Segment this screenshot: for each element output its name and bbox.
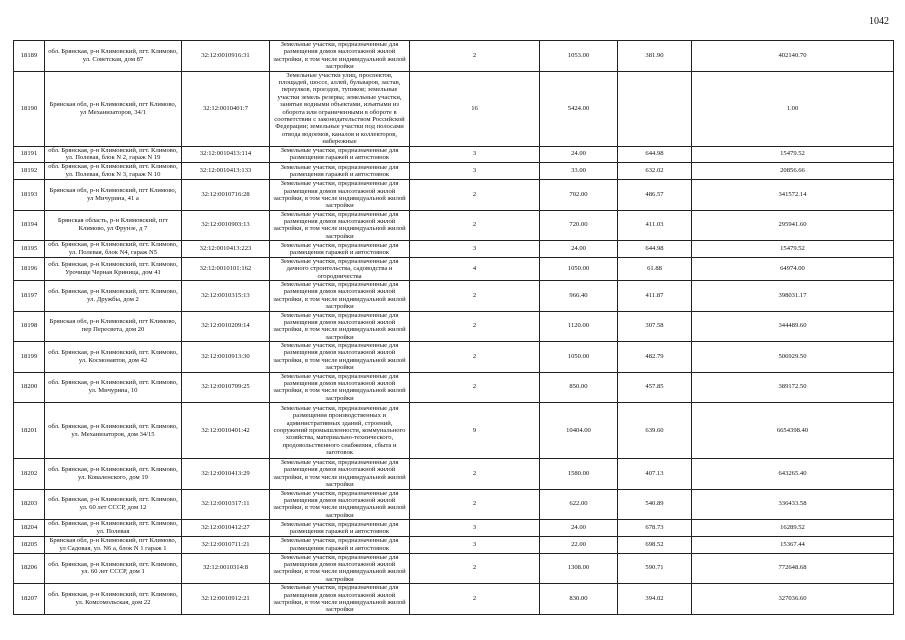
- cadastral-value-cell: 327036.60: [692, 584, 894, 615]
- row-id-cell: 18191: [14, 146, 45, 163]
- unit-value-cell: 698.52: [618, 536, 692, 553]
- unit-value-cell: 411.87: [618, 281, 692, 312]
- land-use-description-cell: Земельные участки, предназначенные для размещения домов малоэтажной жилой застройки, в том числе индивидуальной жилой застройки: [270, 459, 410, 490]
- area-cell: 1120.00: [540, 311, 618, 342]
- category-code-cell: 2: [410, 41, 540, 72]
- row-id-cell: 18207: [14, 584, 45, 615]
- cadastral-number-cell: 32:12:0010913:30: [182, 342, 270, 373]
- cadastral-number-cell: 32:12:0010912:21: [182, 584, 270, 615]
- area-cell: 720.00: [540, 210, 618, 241]
- cadastral-number-cell: 32:12:0010711:21: [182, 536, 270, 553]
- row-id-cell: 18202: [14, 459, 45, 490]
- category-code-cell: 16: [410, 71, 540, 146]
- cadastral-value-cell: 643265.40: [692, 459, 894, 490]
- row-id-cell: 18205: [14, 536, 45, 553]
- cadastral-value-cell: 402140.70: [692, 41, 894, 72]
- land-use-description-cell: Земельные участки, предназначенные для размещения домов малоэтажной жилой застройки, в том числе индивидуальной жилой застройки: [270, 342, 410, 373]
- address-cell: обл. Брянская, р-н Климовский, пгт. Климово, ул. Полевая, блок N 2, гараж N 19: [45, 146, 182, 163]
- cadastral-number-cell: 32:12:0010716:28: [182, 180, 270, 211]
- unit-value-cell: 590.71: [618, 553, 692, 584]
- land-use-description-cell: Земельные участки, предназначенные для размещения домов малоэтажной жилой застройки, в том числе индивидуальной жилой застройки: [270, 41, 410, 72]
- cadastral-value-cell: 772648.68: [692, 553, 894, 584]
- land-use-description-cell: Земельные участки, предназначенные для размещения домов малоэтажной жилой застройки, в том числе индивидуальной жилой застройки: [270, 180, 410, 211]
- unit-value-cell: 632.02: [618, 163, 692, 180]
- cadastral-value-cell: 341572.14: [692, 180, 894, 211]
- cadastral-number-cell: 32:12:0010413:133: [182, 163, 270, 180]
- land-use-description-cell: Земельные участки, предназначенные для размещения домов малоэтажной жилой застройки, в том числе индивидуальной жилой застройки: [270, 553, 410, 584]
- cadastral-value-cell: 344489.60: [692, 311, 894, 342]
- page-number: 1042: [869, 16, 889, 27]
- address-cell: обл. Брянская, р-н Климовский, пгт. Климово, ул. Полевая: [45, 520, 182, 537]
- land-use-description-cell: Земельные участки, предназначенные для дачного строительства, садоводства и огородничества: [270, 257, 410, 280]
- unit-value-cell: 381.90: [618, 41, 692, 72]
- address-cell: обл. Брянская, р-н Климовский, пгт. Климово, Урочище Черная Криница, дом 41: [45, 257, 182, 280]
- row-id-cell: 18190: [14, 71, 45, 146]
- row-id-cell: 18206: [14, 553, 45, 584]
- cadastral-number-cell: 32:12:0010315:13: [182, 281, 270, 312]
- cadastral-number-cell: 32:12:0010101:162: [182, 257, 270, 280]
- category-code-cell: 9: [410, 403, 540, 459]
- unit-value-cell: 307.58: [618, 311, 692, 342]
- category-code-cell: 2: [410, 311, 540, 342]
- land-use-description-cell: Земельные участки, предназначенные для размещения производственных и административных зданий, строений, сооружений промышленности, коммунального хозяйства, материально-технического, продовольственного снабжения, сбыта и заготовок: [270, 403, 410, 459]
- table-body: [14, 41, 894, 615]
- cadastral-number-cell: 32:12:0010314:8: [182, 553, 270, 584]
- address-cell: обл. Брянская, р-н Климовский, пгт. Климово, ул. Механизаторов, дом 34/15: [45, 403, 182, 459]
- cadastral-value-cell: 1.00: [692, 71, 894, 146]
- row-id-cell: 18196: [14, 257, 45, 280]
- row-id-cell: 18200: [14, 372, 45, 403]
- table-row: [14, 210, 894, 241]
- row-id-cell: 18192: [14, 163, 45, 180]
- cadastral-value-cell: 389172.50: [692, 372, 894, 403]
- table-row: [14, 584, 894, 615]
- address-cell: обл. Брянская, р-н Климовский, пгт. Климово, ул. Полевая, блок N4, гараж N5: [45, 241, 182, 258]
- row-id-cell: 18193: [14, 180, 45, 211]
- cadastral-number-cell: 32:12:0010209:14: [182, 311, 270, 342]
- unit-value-cell: [618, 71, 692, 146]
- land-use-description-cell: Земельные участки, предназначенные для размещения гаражей и автостоянок: [270, 163, 410, 180]
- land-use-description-cell: Земельные участки, предназначенные для размещения гаражей и автостоянок: [270, 520, 410, 537]
- address-cell: обл. Брянская, р-н Климовский, пгт. Климово, ул. Коваленского, дом 19: [45, 459, 182, 490]
- land-use-description-cell: Земельные участки, предназначенные для размещения домов малоэтажной жилой застройки, в том числе индивидуальной жилой застройки: [270, 489, 410, 520]
- category-code-cell: 3: [410, 520, 540, 537]
- table-row: [14, 342, 894, 373]
- area-cell: 24.00: [540, 146, 618, 163]
- land-use-description-cell: Земельные участки, предназначенные для размещения гаражей и автостоянок: [270, 146, 410, 163]
- table-row: [14, 146, 894, 163]
- unit-value-cell: 540.89: [618, 489, 692, 520]
- row-id-cell: 18197: [14, 281, 45, 312]
- area-cell: 5424.00: [540, 71, 618, 146]
- cadastral-number-cell: 32:12:0010401:42: [182, 403, 270, 459]
- land-use-description-cell: Земельные участки, предназначенные для размещения гаражей и автостоянок: [270, 241, 410, 258]
- unit-value-cell: 407.13: [618, 459, 692, 490]
- table-row: [14, 281, 894, 312]
- table-row: [14, 553, 894, 584]
- cadastral-value-cell: 20856.66: [692, 163, 894, 180]
- cadastral-value-cell: 15367.44: [692, 536, 894, 553]
- row-id-cell: 18199: [14, 342, 45, 373]
- cadastral-number-cell: 32:12:0010317:11: [182, 489, 270, 520]
- table-row: [14, 403, 894, 459]
- address-cell: обл. Брянская, р-н Климовский, пгт. Климово, ул. Полевая, блок N 3, гараж N 10: [45, 163, 182, 180]
- row-id-cell: 18194: [14, 210, 45, 241]
- unit-value-cell: 486.57: [618, 180, 692, 211]
- address-cell: обл. Брянская, р-н Климовский, пгт. Климово, ул. Космонавтов, дом 42: [45, 342, 182, 373]
- address-cell: Брянская область, р-н Климовский, пгт Климово, ул Фрунзе, д 7: [45, 210, 182, 241]
- unit-value-cell: 678.73: [618, 520, 692, 537]
- unit-value-cell: 644.98: [618, 146, 692, 163]
- land-use-description-cell: Земельные участки, предназначенные для размещения гаражей и автостоянок: [270, 536, 410, 553]
- unit-value-cell: 411.03: [618, 210, 692, 241]
- area-cell: 966.40: [540, 281, 618, 312]
- category-code-cell: 2: [410, 372, 540, 403]
- cadastral-value-cell: 15479.52: [692, 241, 894, 258]
- row-id-cell: 18189: [14, 41, 45, 72]
- table-row: [14, 311, 894, 342]
- unit-value-cell: 394.02: [618, 584, 692, 615]
- area-cell: 24.00: [540, 241, 618, 258]
- address-cell: обл. Брянская, р-н Климовский, пгт. Климово, ул. Комсомольская, дом 22: [45, 584, 182, 615]
- cadastral-value-cell: 506929.50: [692, 342, 894, 373]
- table-row: [14, 241, 894, 258]
- address-cell: обл. Брянская, р-н Климовский, пгт. Климово, ул. 60 лет СССР, дом 1: [45, 553, 182, 584]
- unit-value-cell: 482.79: [618, 342, 692, 373]
- table-row: [14, 71, 894, 146]
- cadastral-value-cell: 15479.52: [692, 146, 894, 163]
- area-cell: 702.00: [540, 180, 618, 211]
- land-use-description-cell: Земельные участки улиц, проспектов, площадей, шоссе, аллей, бульваров, застав, переулков, проездов, тупиков; земельные участки земель резерва; земельные участки, занятые водными объектами, изъятыми из оборота или ограниченными в обороте в соответствии с законодательством Российской Федерации; земельные участки под полосами отвода водоемов, каналов и коллекторов, набережные: [270, 71, 410, 146]
- area-cell: 33.00: [540, 163, 618, 180]
- row-id-cell: 18204: [14, 520, 45, 537]
- address-cell: Брянская обл, р-н Климовский, пгт Климово, ул Садовая, ул. N6 а, блок N 1 гараж 1: [45, 536, 182, 553]
- land-use-description-cell: Земельные участки, предназначенные для размещения домов малоэтажной жилой застройки, в том числе индивидуальной жилой застройки: [270, 210, 410, 241]
- address-cell: обл. Брянская, р-н Климовский, пгт. Климово, ул. Мичурина, 10: [45, 372, 182, 403]
- address-cell: Брянская обл, р-н Климовский, пгт Климово, ул Механизаторов, 34/1: [45, 71, 182, 146]
- cadastral-number-cell: 32:12:0010709:25: [182, 372, 270, 403]
- table-row: [14, 459, 894, 490]
- category-code-cell: 2: [410, 210, 540, 241]
- category-code-cell: 2: [410, 342, 540, 373]
- cadastral-number-cell: 32:12:0010412:27: [182, 520, 270, 537]
- address-cell: Брянская обл, р-н Климовский, пгт Климово, пер Пересвета, дом 20: [45, 311, 182, 342]
- land-use-description-cell: Земельные участки, предназначенные для размещения домов малоэтажной жилой застройки, в том числе индивидуальной жилой застройки: [270, 281, 410, 312]
- address-cell: обл. Брянская, р-н Климовский, пгт. Климово, ул. 60 лет СССР, дом 12: [45, 489, 182, 520]
- cadastral-value-cell: 336433.58: [692, 489, 894, 520]
- category-code-cell: 2: [410, 459, 540, 490]
- cadastral-value-cell: 16289.52: [692, 520, 894, 537]
- area-cell: 830.00: [540, 584, 618, 615]
- land-use-description-cell: Земельные участки, предназначенные для размещения домов малоэтажной жилой застройки, в том числе индивидуальной жилой застройки: [270, 311, 410, 342]
- cadastral-value-cell: 398031.17: [692, 281, 894, 312]
- cadastral-number-cell: 32:12:0010903:13: [182, 210, 270, 241]
- area-cell: 1050.00: [540, 257, 618, 280]
- row-id-cell: 18201: [14, 403, 45, 459]
- area-cell: 1580.00: [540, 459, 618, 490]
- table-row: [14, 536, 894, 553]
- unit-value-cell: 457.85: [618, 372, 692, 403]
- cadastral-value-cell: 295941.60: [692, 210, 894, 241]
- cadastral-value-cell: 6654398.40: [692, 403, 894, 459]
- area-cell: 1050.00: [540, 342, 618, 373]
- cadastral-value-cell: 64974.00: [692, 257, 894, 280]
- category-code-cell: 2: [410, 180, 540, 211]
- cadastral-number-cell: 32:12:0010413:223: [182, 241, 270, 258]
- area-cell: 22.00: [540, 536, 618, 553]
- area-cell: 1308.00: [540, 553, 618, 584]
- area-cell: 622.00: [540, 489, 618, 520]
- cadastral-number-cell: 32:12:0010401:7: [182, 71, 270, 146]
- category-code-cell: 4: [410, 257, 540, 280]
- table-row: [14, 520, 894, 537]
- unit-value-cell: 639.60: [618, 403, 692, 459]
- land-use-description-cell: Земельные участки, предназначенные для размещения домов малоэтажной жилой застройки, в том числе индивидуальной жилой застройки: [270, 372, 410, 403]
- unit-value-cell: 644.98: [618, 241, 692, 258]
- address-cell: обл. Брянская, р-н Климовский, пгт. Климово, ул. Советская, дом 87: [45, 41, 182, 72]
- table-row: [14, 41, 894, 72]
- cadastral-number-cell: 32:12:0010413:114: [182, 146, 270, 163]
- category-code-cell: 3: [410, 163, 540, 180]
- category-code-cell: 3: [410, 146, 540, 163]
- table-row: [14, 489, 894, 520]
- address-cell: обл. Брянская, р-н Климовский, пгт. Климово, ул. Дружбы, дом 2: [45, 281, 182, 312]
- area-cell: 10404.00: [540, 403, 618, 459]
- category-code-cell: 3: [410, 536, 540, 553]
- table-row: [14, 372, 894, 403]
- row-id-cell: 18198: [14, 311, 45, 342]
- category-code-cell: 2: [410, 584, 540, 615]
- row-id-cell: 18195: [14, 241, 45, 258]
- cadastral-number-cell: 32:12:0010413:29: [182, 459, 270, 490]
- category-code-cell: 2: [410, 489, 540, 520]
- cadastral-number-cell: 32:12:0010916:31: [182, 41, 270, 72]
- unit-value-cell: 61.88: [618, 257, 692, 280]
- area-cell: 1053.00: [540, 41, 618, 72]
- address-cell: Брянская обл, р-н Климовский, пгт Климово, ул Мичурина, 41 а: [45, 180, 182, 211]
- area-cell: 850.00: [540, 372, 618, 403]
- category-code-cell: 3: [410, 241, 540, 258]
- table-row: [14, 180, 894, 211]
- table-row: [14, 257, 894, 280]
- row-id-cell: 18203: [14, 489, 45, 520]
- cadastral-table: [13, 40, 894, 615]
- area-cell: 24.00: [540, 520, 618, 537]
- table-row: [14, 163, 894, 180]
- category-code-cell: 2: [410, 553, 540, 584]
- land-use-description-cell: Земельные участки, предназначенные для размещения домов малоэтажной жилой застройки, в том числе индивидуальной жилой застройки: [270, 584, 410, 615]
- category-code-cell: 2: [410, 281, 540, 312]
